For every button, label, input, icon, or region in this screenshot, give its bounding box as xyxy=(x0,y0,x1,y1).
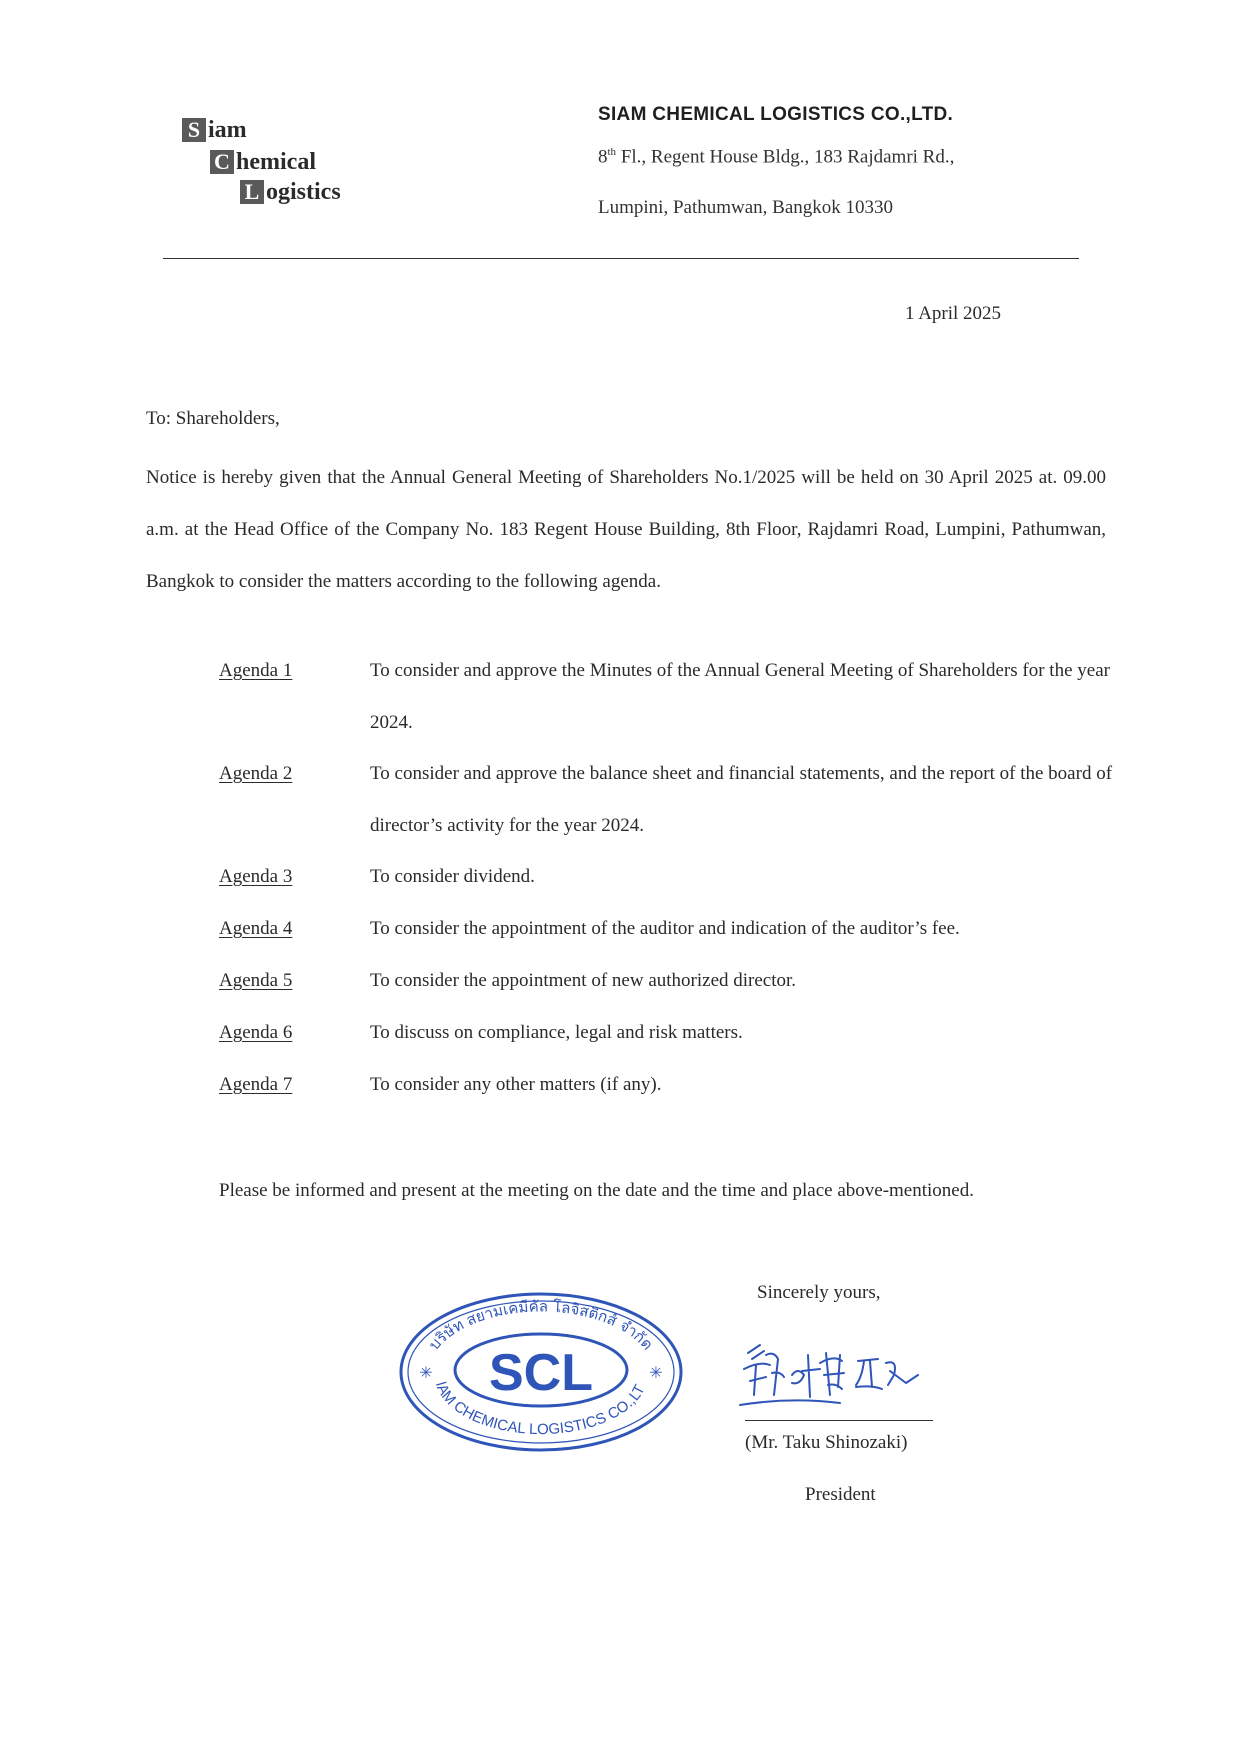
agenda-text: To consider any other matters (if any). xyxy=(370,1074,662,1095)
address-line-1 xyxy=(598,146,954,168)
logo-line-chemical xyxy=(210,150,316,174)
signer-title: President xyxy=(805,1484,876,1505)
signer-name: (Mr. Taku Shinozaki) xyxy=(745,1432,908,1453)
agenda-label: Agenda 4 xyxy=(219,918,293,939)
address-floor: 8 xyxy=(598,146,608,168)
agenda-label: Agenda 1 xyxy=(219,660,293,681)
logo-word-logistics: ogistics xyxy=(266,179,341,205)
agenda-text: To consider and approve the Minutes of the Annual General Meeting of Shareholders for the year 2024. xyxy=(370,660,1110,733)
company-seal-icon xyxy=(396,1282,686,1452)
address-line-1-rest: Fl., Regent House Bldg., 183 Rajdamri Rd., xyxy=(616,146,955,168)
logo-word-siam: iam xyxy=(208,117,247,143)
sincerely-text: Sincerely yours, xyxy=(757,1282,881,1303)
logo-line-siam xyxy=(182,118,247,142)
closing-sentence: Please be informed and present at the meeting on the date and the time and place above-mentioned. xyxy=(219,1180,974,1201)
agenda-label: Agenda 2 xyxy=(219,763,293,784)
letter-date: 1 April 2025 xyxy=(905,303,1002,324)
salutation: To: Shareholders, xyxy=(146,408,280,429)
agenda-label: Agenda 5 xyxy=(219,970,293,991)
agenda-text: To consider the appointment of new authorized director. xyxy=(370,970,797,991)
address-line-2: Lumpini, Pathumwan, Bangkok 10330 xyxy=(598,197,894,218)
seal-bottom-text: IAM CHEMICAL LOGISTICS CO.,LT xyxy=(431,1379,649,1439)
seal-star-right-icon: ✳ xyxy=(649,1363,663,1382)
logo-initial-s: S xyxy=(182,118,206,142)
agenda-label: Agenda 3 xyxy=(219,866,293,887)
company-name: SIAM CHEMICAL LOGISTICS CO.,LTD. xyxy=(598,104,954,125)
agenda-text: To consider and approve the balance sheet and financial statements, and the report of the board of director’s activity for the year 2024. xyxy=(370,763,1113,836)
agenda-text: To consider dividend. xyxy=(370,866,535,887)
handwritten-signature-icon xyxy=(730,1325,950,1420)
address-floor-suffix: th xyxy=(607,146,617,158)
signature-line xyxy=(745,1420,933,1421)
logo-initial-c: C xyxy=(210,150,234,174)
notice-paragraph: Notice is hereby given that the Annual General Meeting of Shareholders No.1/2025 will be held on 30 April 2025 at. 09.00 a.m. at the Head Office of the Company No. 183 Regent House Building, 8th Floor, Rajdamri Road, Lumpini, Pathumwan, Bangkok to consider the matters according to the following agenda. xyxy=(146,467,1106,592)
seal-star-left-icon: ✳ xyxy=(419,1363,433,1382)
agenda-text: To discuss on compliance, legal and risk matters. xyxy=(370,1022,743,1043)
agenda-label: Agenda 7 xyxy=(219,1074,293,1095)
logo-word-chemical: hemical xyxy=(236,149,316,175)
logo-line-logistics xyxy=(240,180,341,204)
logo-initial-l: L xyxy=(240,180,264,204)
company-seal xyxy=(396,1282,686,1457)
agenda-text: To consider the appointment of the auditor and indication of the auditor’s fee. xyxy=(370,918,960,939)
agenda-label: Agenda 6 xyxy=(219,1022,293,1043)
seal-top-text: บริษัท สยามเคมีคัล โลจิสติกส์ จำกัด xyxy=(425,1297,657,1354)
seal-center-text: SCL xyxy=(489,1344,593,1402)
letterhead-divider xyxy=(163,258,1079,259)
signature xyxy=(730,1325,950,1425)
